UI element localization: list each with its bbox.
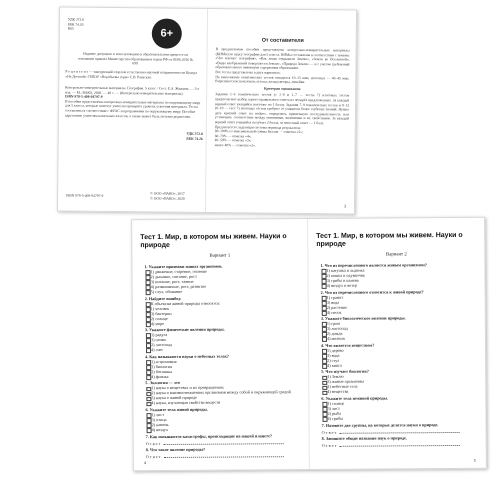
bib-isbn: ISBN 978-5-408-04797-9 — [65, 94, 103, 100]
question-text: 5. Что изучает биология? — [321, 368, 369, 375]
test-question — [321, 395, 471, 421]
bib-intro: Контрольно-измерительные материалы. География. 5 класс / Сост. Е.А. Жижина. — 5-е изд. — М.: ВАКО, 2020. — 48 с. — (Контрольно-измерительные материалы). — [65, 85, 200, 96]
preface-title: От составителя — [261, 37, 304, 45]
answer-option[interactable]: 1) солнце — [321, 400, 471, 406]
answer-label: О т в е т — [321, 442, 337, 449]
preface-paragraph: В предлагаемом пособии представлены контрольно-измерительные материалы (КИМы) по курсу географии для 5 класса. КИМы составлены в соответствии с темами: «Что изучает география», «Как люди открывали Землю», «Земля во Вселенной», «Виды изображений поверхности Земли», «Природа Земли» — и с учетом требований образовательного минимума содержания образования. — [215, 47, 350, 71]
udk-line: К65 — [67, 26, 74, 31]
udk-line: УДК 372.8 — [67, 17, 84, 22]
reviewer-note: Р е ц е н з е н т — заведующий отделом естественно-научной направленности Центра «Не.Досягай» ГБПОУ «Воробьевы горы» С.В. Раевская. — [65, 69, 197, 80]
answer-label: О т в е т — [145, 440, 161, 446]
answer-option[interactable]: 1) дерево — [321, 347, 471, 353]
question-text: 7. Назовите две группы, на которые делятся науки о природе. — [321, 421, 439, 428]
test-page-variant-2 — [308, 218, 486, 469]
answer-label: О т в е т — [321, 429, 337, 435]
variant-label: Вариант 2 — [386, 252, 407, 258]
answer-option[interactable]: 4) молния — [321, 335, 471, 341]
answer-option[interactable]: 3) почва — [145, 336, 295, 342]
question-text: 2. Найдите ошибку. — [144, 295, 182, 301]
bottom-book-spread — [131, 217, 487, 471]
answer-option[interactable]: 2) стул — [321, 357, 471, 363]
answer-option[interactable]: 4) вещества — [321, 388, 471, 394]
question-text: 6. Укажите тела неживой природы. — [321, 395, 388, 401]
bbk-block — [169, 132, 203, 142]
answer-blank[interactable] — [339, 430, 459, 434]
question-text: 4. Что является веществом? — [320, 342, 375, 348]
test-page-variant-1 — [132, 219, 310, 470]
answer-option[interactable]: 1) Землю — [321, 373, 471, 379]
bbk-line: УДК 372.8 — [186, 131, 203, 136]
answer-option[interactable]: 3) птица — [146, 416, 296, 422]
page-number: 4 — [143, 460, 146, 466]
udk-block — [68, 18, 112, 32]
answer-option[interactable]: 3) бактерии — [145, 310, 295, 316]
answer-option[interactable]: 1) катушка и льдинка — [320, 267, 470, 273]
question-text: 3. Укажите физические явления природы. — [144, 326, 225, 333]
preface-paragraph: На выполнение тематических тестов отводится 10–15 мин, итоговых — 40–45 мин. Разрешается использовать атласы, калькуляторы, линейки. — [215, 74, 350, 85]
answer-option[interactable]: 5) слух, обоняние — [145, 288, 295, 294]
answer-option[interactable]: 2) листопад — [145, 341, 295, 347]
answer-option[interactable]: 4) грибы — [322, 415, 472, 421]
answer-option[interactable]: 4) книга — [321, 362, 471, 368]
answer-option[interactable]: 2) солнце — [145, 315, 295, 321]
answer-line[interactable] — [322, 428, 472, 434]
answer-blank[interactable] — [163, 454, 283, 458]
question-text: 1. Что из перечисленного является живым организмом? — [320, 262, 427, 268]
test-title: Тест 1. Мир, в котором мы живем. Науки о природе — [140, 233, 287, 250]
udk-line: ББК 74.26 — [67, 22, 84, 27]
answer-option[interactable]: 1) наука о веществах и их превращениях — [145, 384, 295, 390]
answer-option[interactable]: 3) лист — [321, 405, 471, 411]
answer-option[interactable]: 2) кошка и одуванчик — [321, 272, 471, 278]
page-number: 5 — [473, 457, 476, 463]
answer-option[interactable]: 2) дождь — [321, 330, 471, 336]
test-question — [145, 406, 295, 432]
test-question — [145, 379, 295, 405]
question-text: 6. Укажите тела живой природы. — [145, 406, 208, 413]
answer-line[interactable] — [146, 440, 296, 446]
answer-option[interactable]: 1) астрономия — [145, 358, 295, 364]
grading-line: 80–100% от максимальной суммы баллов — отметка «5»; — [214, 129, 303, 135]
answer-option[interactable]: 2) дыхание, питание, рост — [145, 273, 295, 279]
answer-option[interactable]: 3) вода — [321, 298, 471, 304]
answer-option[interactable]: 2) наука о взаимоотношениях организмов между собой и окружающей средой — [145, 389, 295, 395]
preface-body — [215, 47, 350, 149]
answer-line[interactable] — [322, 442, 472, 448]
answer-option[interactable]: 4) физика — [145, 373, 295, 379]
answer-option[interactable]: 3) биология — [145, 363, 295, 369]
answer-label: О т в е т — [145, 454, 161, 460]
bibliographic-record — [65, 86, 203, 120]
answer-option[interactable]: 2) ботаника — [145, 368, 295, 374]
bib-description: В пособии представлены контрольно-измерительные материалы по окружающему миру для 5 класса, которые помогут учителю проверить уровень усвоения материала. Тесты составлены в соответствии с ФГОС и программами по окружающему миру. Пособие адресовано учителям начальных классов, а также может быть полезно родителям. — [64, 99, 201, 119]
preface-paragraph: Все тесты представлены в двух вариантах. — [215, 70, 281, 75]
answer-option[interactable]: 2) камень — [146, 421, 296, 427]
answer-option[interactable]: 1) движение, старение, гниение — [144, 268, 294, 274]
grading-line: 60–79% — отметка «4»; — [214, 133, 252, 139]
answer-option[interactable]: 1) лист — [145, 411, 295, 417]
age-rating-badge: 6+ — [152, 18, 182, 48]
answer-option[interactable]: 4) море — [145, 320, 295, 326]
criteria-paragraph: Задания 1–6 тематических тестов (с 1–9 и 1–7 — тесты 7) итоговых тестов предполагают выбор одного правильного ответа из четырёх предложенных. За каждый верный ответ учащийся получает по 1 баллу. Задания 7–9 тематических тестов и 9–12 (8–10 — тест 7) итоговых тестов требуют от учащихся более глубоких знаний. Нужно дать краткий ответ на вопрос, определить правильную последовательность или установить соответствие между понятиями, явлениями и их свойствами. За каждый верный ответ учащийся получает 2 балла, за неполный ответ — 1 балл. — [214, 92, 350, 126]
preface-page — [206, 9, 356, 214]
open-question — [322, 421, 472, 434]
copyright-line: © ООО «ВАКО», 2017 — [150, 191, 185, 196]
question-text: 8. Запишите общие названия наук о природе. — [321, 435, 408, 442]
bbk-line: ББК 74.26 — [186, 136, 203, 141]
answer-option[interactable]: 2) небесные тела — [321, 383, 471, 389]
grading-line: 40–59% — отметка «3»; — [214, 138, 252, 143]
answer-option[interactable]: 2) растение — [321, 303, 471, 309]
answer-blank[interactable] — [163, 441, 283, 445]
criteria-title: Критерии оценивания — [263, 86, 301, 91]
open-question — [146, 433, 296, 446]
answer-option[interactable]: 4) снег — [145, 346, 295, 352]
question-text: 7. Как называются катастрофы, происходящие на нашей планете? — [145, 432, 273, 439]
imprint-page — [58, 7, 208, 212]
question-text: 3. Укажите биологическое явление природы. — [320, 315, 406, 322]
question-text: 5. Экология — это — [145, 380, 180, 386]
answer-option[interactable]: 1) человек — [145, 305, 295, 311]
answer-option[interactable]: 4) размножение, рост, развитие — [145, 283, 295, 289]
answer-option[interactable]: 3) живые организмы — [321, 378, 471, 384]
answer-option[interactable]: 3) наука о живой природе — [145, 394, 295, 400]
answer-option[interactable]: 1) радуга — [145, 331, 295, 337]
answer-option[interactable]: 4) песок — [321, 308, 471, 314]
question-text: 8. Что такое явление природы? — [145, 446, 206, 453]
grading-intro: Предлагается следующая система перевода результатов: — [214, 124, 302, 130]
copyright-block — [150, 191, 204, 201]
test-title: Тест 1. Мир, в котором мы живем. Науки о природе — [316, 231, 463, 249]
question-list — [320, 262, 471, 450]
variant-label: Вариант 1 — [209, 253, 231, 259]
open-question — [322, 435, 472, 448]
answer-option[interactable]: 1) гром — [321, 320, 471, 326]
test-question — [144, 263, 294, 294]
answer-option[interactable]: 4) наука, изучающая свойства веществ — [145, 399, 295, 405]
test-question — [145, 353, 295, 379]
grading-line: менее 40% — отметка «2». — [214, 142, 256, 148]
test-question — [321, 315, 471, 341]
answer-option[interactable]: 4) воздух — [146, 426, 296, 432]
test-question — [321, 342, 471, 368]
question-text: 2. Что из перечисленного относится к живой природе? — [320, 288, 424, 295]
test-question — [145, 326, 295, 352]
test-question — [145, 295, 295, 326]
answer-option[interactable]: 3) грибы и камень — [321, 277, 471, 283]
question-text: 1. Укажите признаки живых организмов. — [144, 263, 223, 270]
question-text: 4. Как называются науки о небесных телах? — [145, 353, 229, 359]
page-number: 3 — [343, 203, 347, 209]
isbn-footer: ISBN 978-5-408-04797-9 — [66, 193, 104, 198]
test-question — [320, 262, 470, 288]
answer-option[interactable]: 2) рыба — [321, 410, 471, 416]
answer-blank[interactable] — [339, 443, 459, 447]
answer-option[interactable]: 4) воздух и ветер — [321, 282, 471, 288]
answer-option[interactable]: К объектам живой природы относятся: — [145, 300, 295, 306]
answer-option[interactable]: 3) вода — [321, 352, 471, 358]
test-question — [321, 288, 471, 314]
approval-note: Издание допущено к использованию в образовательном процессе на основании приказа Министерства образования и науки РФ от 09.06.2016 № 699. — [77, 51, 194, 66]
answer-line[interactable] — [146, 453, 296, 459]
answer-option[interactable]: 3) листопад — [321, 325, 471, 331]
open-question — [146, 446, 296, 459]
answer-option[interactable]: 3) питание, рост, таяние — [145, 278, 295, 284]
top-book-spread — [57, 6, 357, 214]
question-list — [144, 263, 295, 461]
answer-option[interactable]: 1) гранит — [321, 293, 471, 299]
test-question — [321, 368, 471, 394]
copyright-line: © ООО «ВАКО», 2020 — [150, 196, 185, 201]
